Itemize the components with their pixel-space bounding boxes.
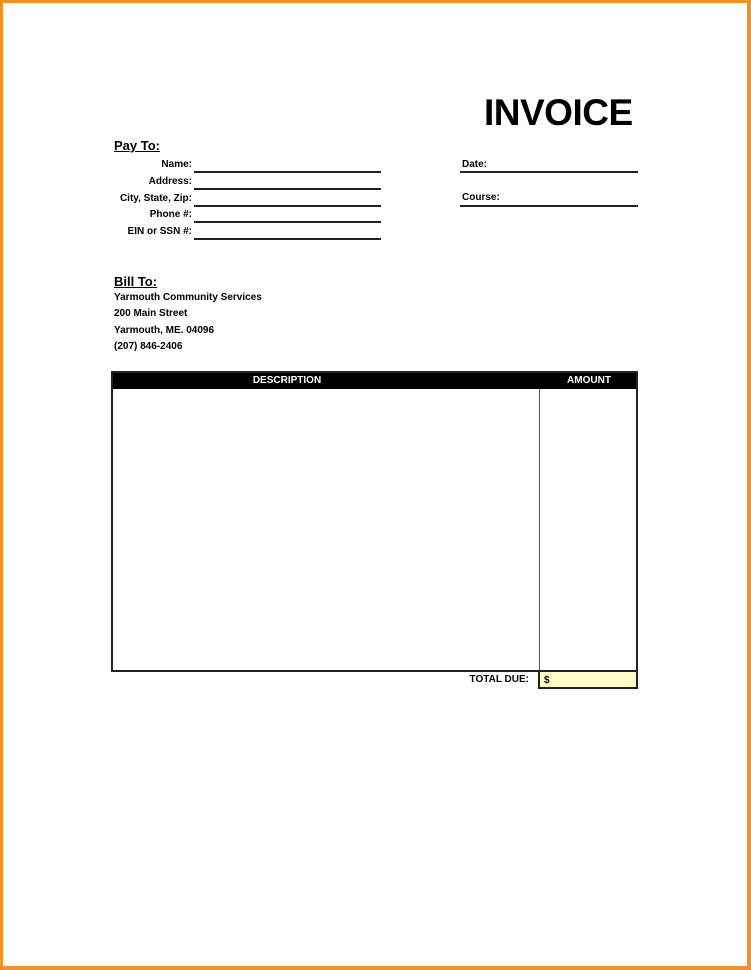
line-items-table [111,371,638,672]
total-due-label: TOTAL DUE: [469,674,529,685]
city-state-zip-label: City, State, Zip: [119,193,192,204]
address-label: Address: [148,176,192,187]
description-header: DESCRIPTION [252,375,322,386]
ein-ssn-label: EIN or SSN #: [127,226,192,237]
bill-to-city: Yarmouth, ME. 04096 [114,325,215,336]
date-label: Date: [462,159,488,170]
table-header [113,373,636,389]
bill-to-phone: (207) 846-2406 [114,341,183,352]
description-cell[interactable] [113,389,539,670]
currency-symbol: $ [544,675,550,686]
amount-cell[interactable] [540,389,636,670]
amount-header: AMOUNT [567,375,611,386]
city-state-zip-field[interactable] [194,205,381,207]
name-field[interactable] [194,171,381,173]
address-field[interactable] [194,188,381,190]
ein-ssn-field[interactable] [194,238,381,240]
date-field[interactable] [460,171,638,173]
bill-to-org: Yarmouth Community Services [114,292,262,303]
total-due-field[interactable] [538,670,638,689]
invoice-title: INVOICE [484,92,633,133]
bill-to-street: 200 Main Street [114,308,188,319]
phone-field[interactable] [194,221,381,223]
phone-label: Phone #: [149,209,192,220]
course-field[interactable] [460,205,638,207]
name-label: Name: [161,159,192,170]
course-label: Course: [462,192,500,203]
pay-to-heading: Pay To: [114,138,160,153]
bill-to-heading: Bill To: [114,274,158,289]
